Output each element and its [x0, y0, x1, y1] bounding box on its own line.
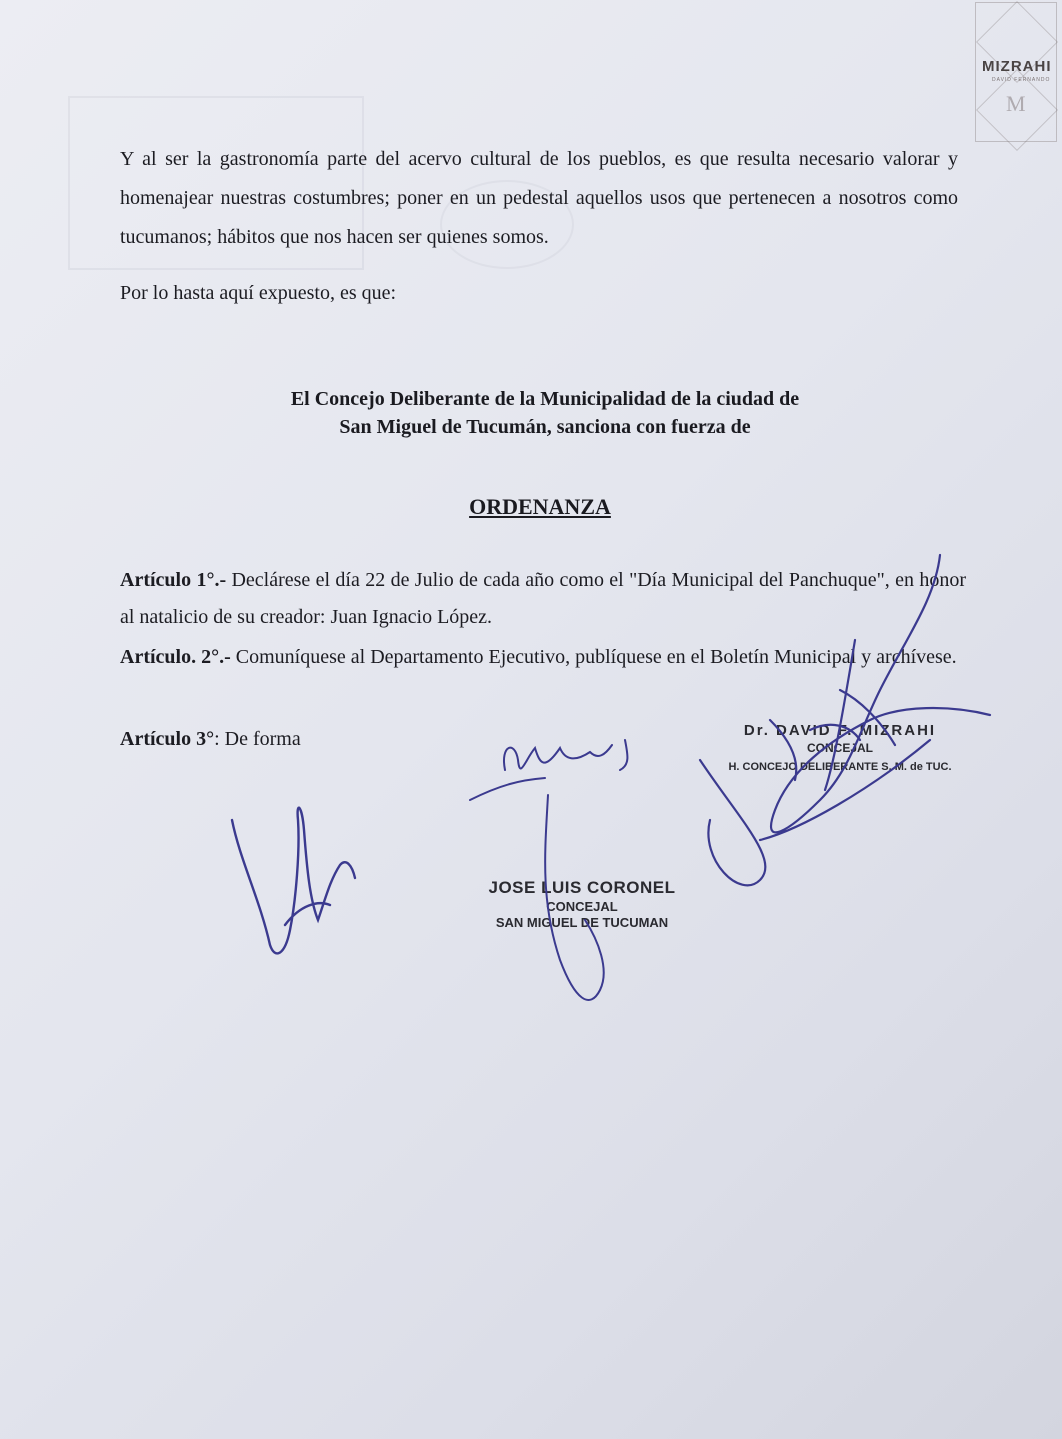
signatory-1-office: H. CONCEJO DELIBERANTE S. M. de TUC.: [728, 761, 952, 773]
signatory-2-office: SAN MIGUEL DE TUCUMAN: [495, 915, 669, 930]
body-paragraph-2: Por lo hasta aquí expuesto, es que:: [120, 282, 397, 304]
sanction-line-2: San Miguel de Tucumán, sanciona con fuerza de: [339, 416, 751, 438]
article-2-label: Artículo. 2°.-: [120, 646, 231, 668]
signature-coronel-initials: [504, 740, 627, 770]
signatory-2-role: CONCEJAL: [546, 899, 618, 914]
article-3-label: Artículo 3°: [120, 728, 215, 750]
signature-mizrahi: [700, 555, 990, 885]
article-2-text: Comuníquese al Departamento Ejecutivo, publíquese en el Boletín Municipal y archívese.: [230, 646, 957, 668]
signatory-1-name: Dr. DAVID F. MIZRAHI: [743, 722, 937, 739]
sanction-line-1: El Concejo Deliberante de la Municipalidad de la ciudad de: [290, 388, 800, 410]
signatory-2-name: JOSE LUIS CORONEL: [488, 878, 676, 897]
body-paragraph-1: Y al ser la gastronomía parte del acervo cultural de los pueblos, es que resulta necesario valorar y homenajear nuestras costumbres; poner en un pedestal aquellos usos que pertenecen a nosotros como tucumanos; hábitos que nos hacen ser quienes somos.: [120, 148, 958, 248]
signatory-1-role: CONCEJAL: [806, 741, 873, 755]
logo-tagline: DAVID FERNANDO: [992, 77, 1051, 83]
document-title: ORDENANZA: [469, 494, 611, 519]
logo-wordmark: MIZRAHI: [982, 58, 1052, 75]
signature-coronel-stroke: [470, 778, 604, 1000]
logo-monogram: M: [1006, 91, 1026, 116]
article-1-text: Declárese el día 22 de Julio de cada año como el "Día Municipal del Panchuque", en honor al natalicio de su creador: Juan Ignacio López.: [120, 569, 966, 628]
article-1-label: Artículo 1°.-: [120, 569, 227, 591]
article-3-text: : De forma: [214, 728, 301, 750]
signature-left: [232, 808, 355, 954]
